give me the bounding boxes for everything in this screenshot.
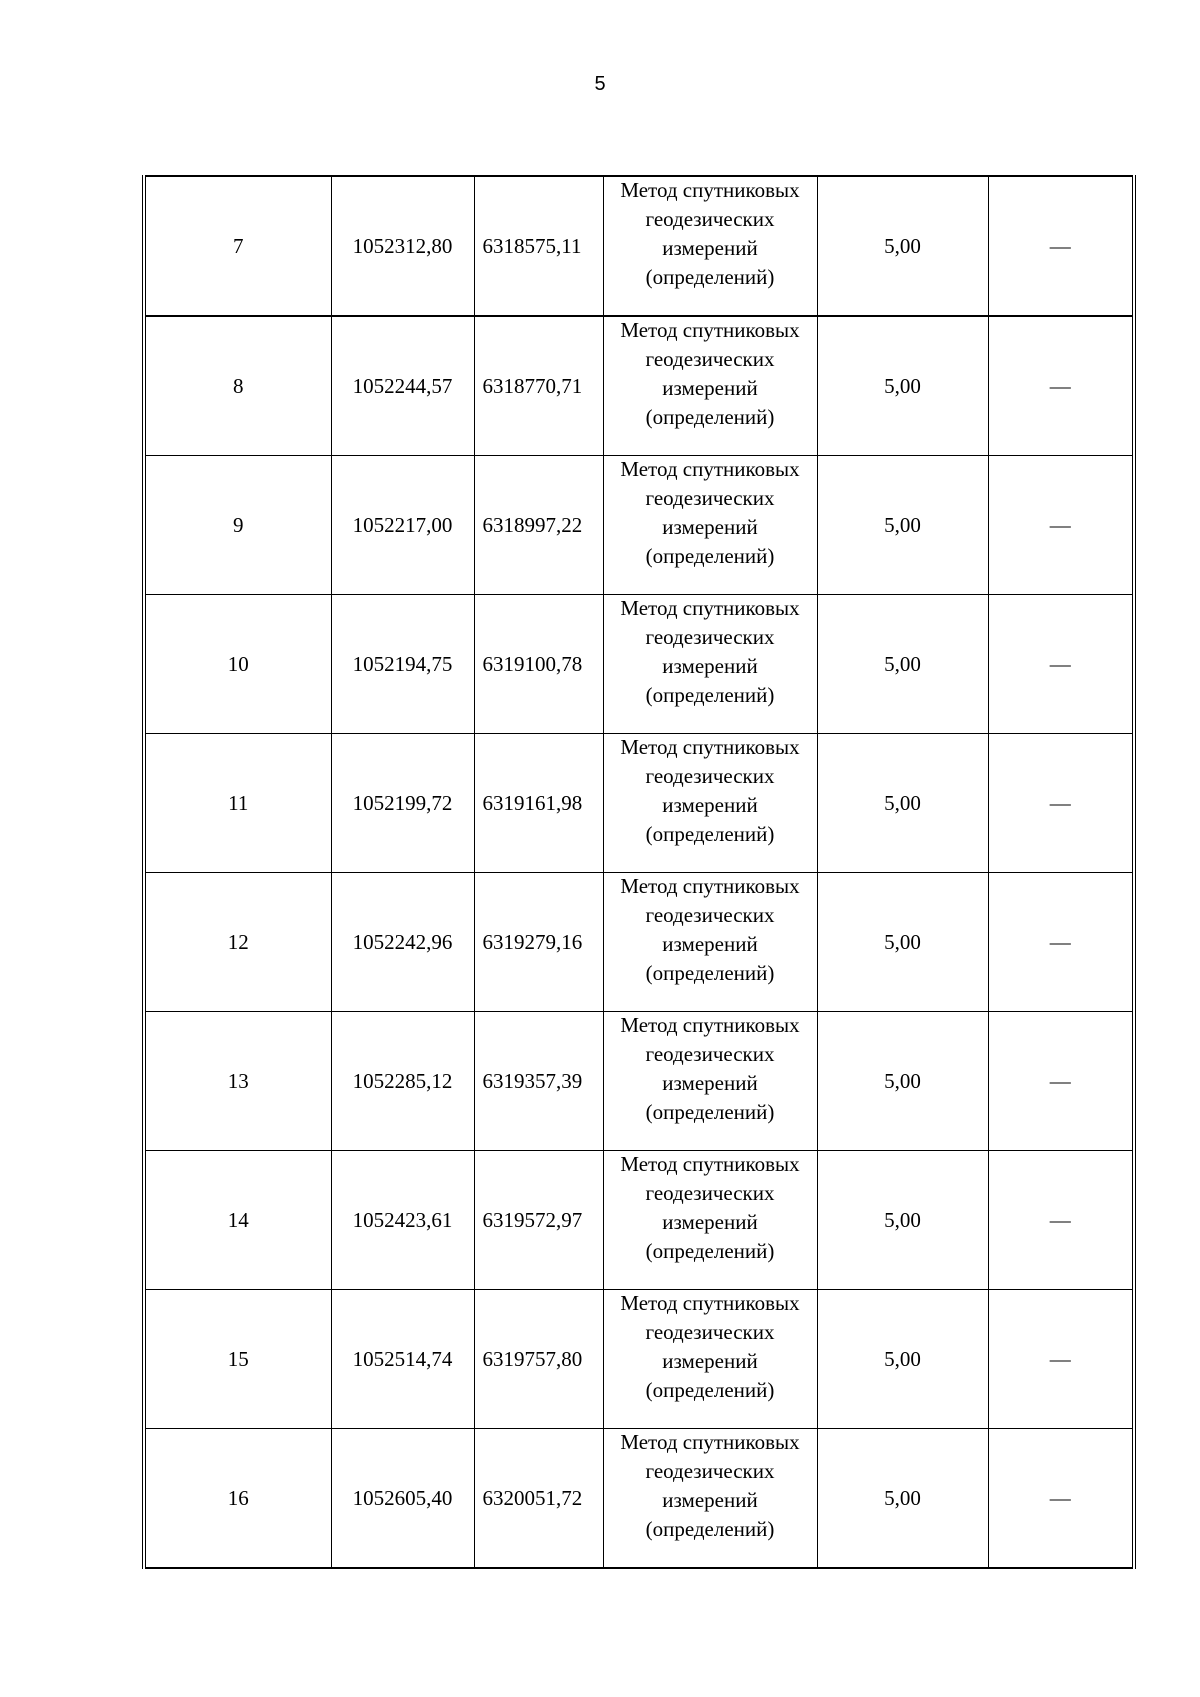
table-row	[144, 176, 1134, 316]
method-cell: Метод спутниковых геодезических измерений (определений)	[603, 595, 817, 734]
note-cell	[988, 176, 1134, 316]
table-row	[144, 1429, 1134, 1569]
table-row	[144, 316, 1134, 456]
method-cell: Метод спутниковых геодезических измерений (определений)	[603, 176, 817, 316]
note-cell	[988, 456, 1134, 595]
method-cell: Метод спутниковых геодезических измерений (определений)	[603, 316, 817, 456]
point-number-cell: 12	[144, 873, 331, 1012]
accuracy-cell: 5,00	[817, 176, 988, 316]
note-cell	[988, 1290, 1134, 1429]
method-cell: Метод спутниковых геодезических измерений (определений)	[603, 1012, 817, 1151]
point-number-cell: 14	[144, 1151, 331, 1290]
note-cell	[988, 873, 1134, 1012]
dash-mark: —	[1049, 1346, 1071, 1371]
dash-mark: —	[1049, 512, 1071, 537]
dash-mark: —	[1049, 1207, 1071, 1232]
accuracy-cell: 5,00	[817, 316, 988, 456]
dash-mark: —	[1049, 1485, 1071, 1510]
note-cell	[988, 1151, 1134, 1290]
y-coordinate-cell: 6318770,71	[474, 316, 603, 456]
method-cell: Метод спутниковых геодезических измерений (определений)	[603, 734, 817, 873]
table-row	[144, 595, 1134, 734]
accuracy-cell: 5,00	[817, 1290, 988, 1429]
accuracy-cell: 5,00	[817, 456, 988, 595]
x-coordinate-cell: 1052194,75	[331, 595, 474, 734]
table-row	[144, 456, 1134, 595]
point-number-cell: 16	[144, 1429, 331, 1569]
x-coordinate-cell: 1052312,80	[331, 176, 474, 316]
accuracy-cell: 5,00	[817, 873, 988, 1012]
note-cell	[988, 316, 1134, 456]
dash-mark: —	[1049, 233, 1071, 258]
note-cell	[988, 1012, 1134, 1151]
table-row	[144, 873, 1134, 1012]
coordinates-table	[142, 175, 1136, 1569]
point-number-cell: 9	[144, 456, 331, 595]
x-coordinate-cell: 1052244,57	[331, 316, 474, 456]
point-number-cell: 11	[144, 734, 331, 873]
note-cell	[988, 595, 1134, 734]
x-coordinate-cell: 1052514,74	[331, 1290, 474, 1429]
method-cell: Метод спутниковых геодезических измерений (определений)	[603, 456, 817, 595]
point-number-cell: 15	[144, 1290, 331, 1429]
dash-mark: —	[1049, 929, 1071, 954]
table-row	[144, 1290, 1134, 1429]
coordinates-table-wrapper	[142, 175, 1136, 1569]
y-coordinate-cell: 6319572,97	[474, 1151, 603, 1290]
point-number-cell: 13	[144, 1012, 331, 1151]
y-coordinate-cell: 6319757,80	[474, 1290, 603, 1429]
method-cell: Метод спутниковых геодезических измерений (определений)	[603, 1290, 817, 1429]
method-cell: Метод спутниковых геодезических измерений (определений)	[603, 873, 817, 1012]
accuracy-cell: 5,00	[817, 1429, 988, 1569]
accuracy-cell: 5,00	[817, 595, 988, 734]
y-coordinate-cell: 6319357,39	[474, 1012, 603, 1151]
y-coordinate-cell: 6319161,98	[474, 734, 603, 873]
table-row	[144, 1151, 1134, 1290]
note-cell	[988, 734, 1134, 873]
table-row	[144, 734, 1134, 873]
point-number-cell: 10	[144, 595, 331, 734]
x-coordinate-cell: 1052242,96	[331, 873, 474, 1012]
table-row	[144, 1012, 1134, 1151]
x-coordinate-cell: 1052605,40	[331, 1429, 474, 1569]
page-number: 5	[594, 73, 606, 95]
dash-mark: —	[1049, 1068, 1071, 1093]
y-coordinate-cell: 6318575,11	[474, 176, 603, 316]
dash-mark: —	[1049, 790, 1071, 815]
point-number-cell: 7	[144, 176, 331, 316]
y-coordinate-cell: 6319279,16	[474, 873, 603, 1012]
x-coordinate-cell: 1052217,00	[331, 456, 474, 595]
dash-mark: —	[1049, 373, 1071, 398]
dash-mark: —	[1049, 651, 1071, 676]
x-coordinate-cell: 1052423,61	[331, 1151, 474, 1290]
y-coordinate-cell: 6318997,22	[474, 456, 603, 595]
note-cell	[988, 1429, 1134, 1569]
accuracy-cell: 5,00	[817, 1012, 988, 1151]
point-number-cell: 8	[144, 316, 331, 456]
accuracy-cell: 5,00	[817, 734, 988, 873]
x-coordinate-cell: 1052199,72	[331, 734, 474, 873]
accuracy-cell: 5,00	[817, 1151, 988, 1290]
y-coordinate-cell: 6319100,78	[474, 595, 603, 734]
method-cell: Метод спутниковых геодезических измерений (определений)	[603, 1429, 817, 1569]
y-coordinate-cell: 6320051,72	[474, 1429, 603, 1569]
x-coordinate-cell: 1052285,12	[331, 1012, 474, 1151]
method-cell: Метод спутниковых геодезических измерений (определений)	[603, 1151, 817, 1290]
